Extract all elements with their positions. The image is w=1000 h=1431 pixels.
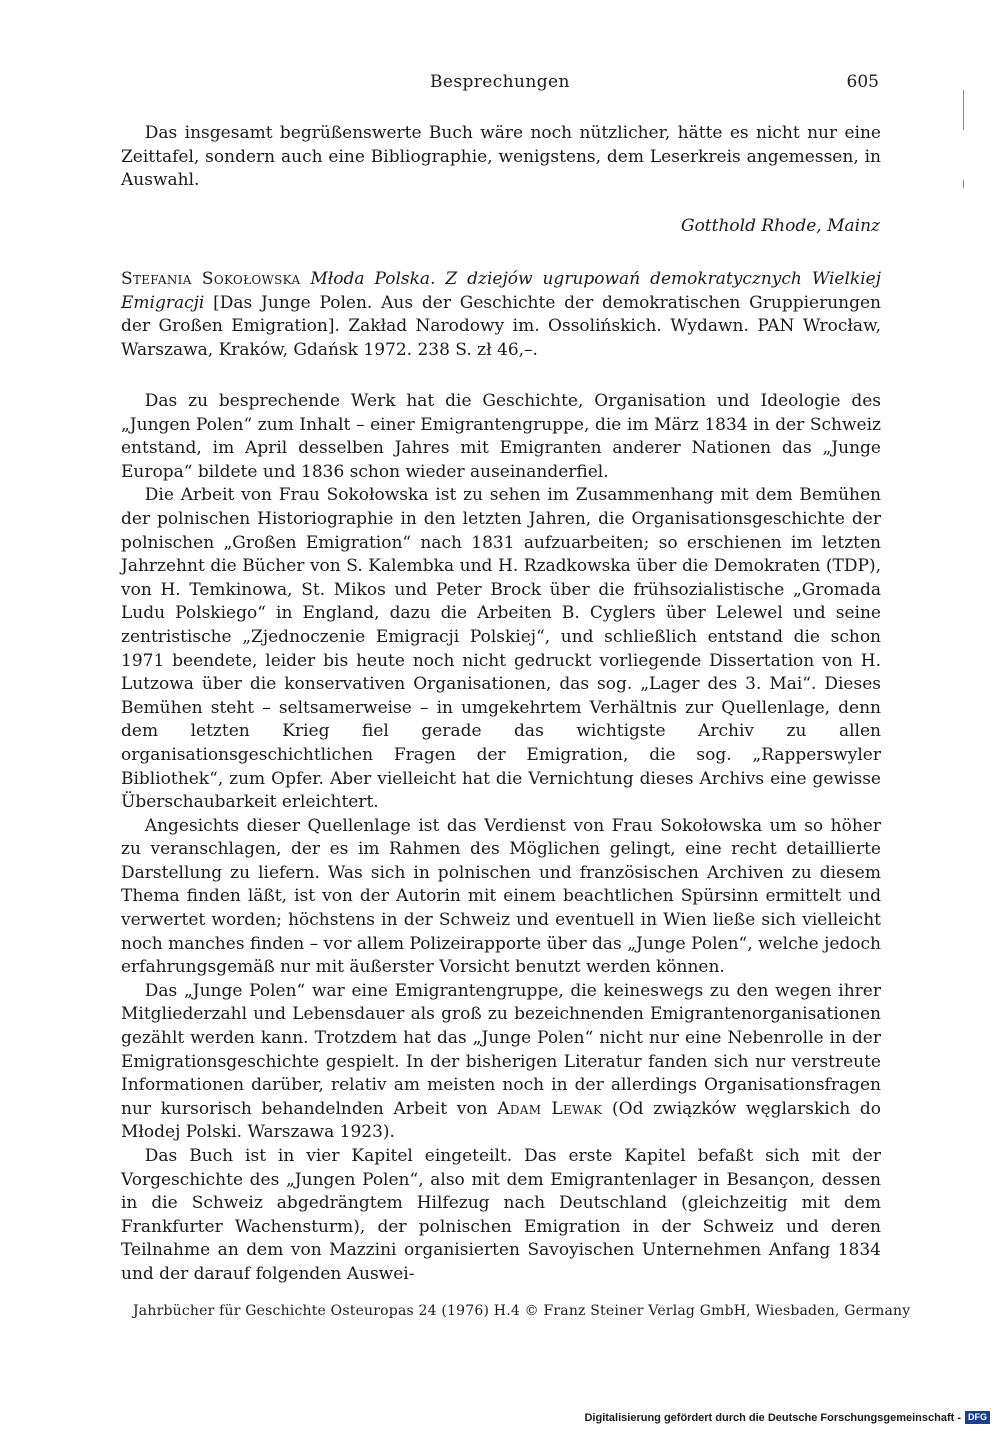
review-paragraph xyxy=(121,980,881,1145)
review-paragraph: Angesichts dieser Quellenlage ist das Verdienst von Frau Sokołowska um so höher zu veranschlagen, der es im Rahmen des Möglichen gelingt, eine recht detaillierte Darstellung zu liefern. Was sich in polnischen und französischen Archiven zu diesem Thema finden läßt, ist von der Autorin mit einem beachtlichen Spürsinn ermittelt und verwertet worden; höchstens in der Schweiz und eventuell in Wien ließe sich vielleicht noch manches finden – vor allem Polizeirapporte über das „Junge Polen“, welche jedoch erfahrungsgemäß nur mit äußerster Vorsicht benutzt werden können. xyxy=(121,815,881,978)
scan-edge-mark xyxy=(963,180,964,188)
review-paragraph: Das zu besprechende Werk hat die Geschichte, Organisation und Ideologie des „Jungen Polen“ zum Inhalt – einer Emigrantengruppe, die im März 1834 in der Schweiz entstand, im April desselben Jahres mit Emigranten anderer Nationen das „Junge Europa“ bildete und 1836 schon wieder auseinanderfiel. xyxy=(121,391,881,482)
scan-edge-mark xyxy=(963,90,964,130)
bibliographic-entry xyxy=(121,268,881,362)
cited-author: Adam Lewak xyxy=(497,1098,603,1119)
dfg-logo: DFG xyxy=(965,1411,990,1424)
book-author: Stefania Sokołowska xyxy=(121,269,301,289)
running-head: Besprechungen xyxy=(430,72,570,92)
paragraph-text: Das „Junge Polen“ war eine Emigrantengruppe, die keineswegs zu den wegen ihrer Mitgliederzahl und Lebensdauer als groß zu bezeichnenden Emigrantenorganisationen gezählt werden kann. Trotzdem hat das „Junge Polen“ nicht nur eine Nebenrolle in der Emigrationsgeschichte gespielt. In der bisherigen Literatur fanden sich nur verstreute Informationen darüber, relativ am meisten noch in der allerdings Organisationsfragen nur kursorisch behandelnden Arbeit von xyxy=(121,980,881,1119)
page-number: 605 xyxy=(846,72,879,92)
review-paragraph: Das Buch ist in vier Kapitel eingeteilt. Das erste Kapitel befaßt sich mit der Vorgeschichte des „Jungen Polen“, also mit dem Emigrantenlager in Besançon, dessen in die Schweiz abgedrängtem Hilfezug nach Deutschland (gleichzeitig mit dem Frankfurter Wachensturm), der polnischen Emigration in der Schweiz und deren Teilnahme an dem von Mazzini organisierten Savoyischen Unternehmen Anfang 1834 und der darauf folgenden Auswei- xyxy=(121,1146,881,1284)
book-title: Młoda Polska. Z dziejów ugrupowań demokratycznych Wielkiej Emigracji xyxy=(121,269,881,313)
previous-review-closing: Das insgesamt begrüßenswerte Buch wäre noch nützlicher, hätte es nicht nur eine Zeittafel, sondern auch eine Bibliographie, wenigstens, dem Leserkreis angemessen, in Auswahl. xyxy=(121,123,881,191)
journal-footer: Jahrbücher für Geschichte Osteuropas 24 (1976) H.4 © Franz Steiner Verlag GmbH, Wiesbaden, Germany xyxy=(133,1303,911,1319)
digitization-text: Digitalisierung gefördert durch die Deutsche Forschungsgemeinschaft - xyxy=(584,1411,961,1424)
paragraph-text: (Od związków węglarskich do Młodej Polski. Warszawa 1923). xyxy=(121,1098,882,1143)
review-paragraph: Die Arbeit von Frau Sokołowska ist zu sehen im Zusammenhang mit dem Bemühen der polnischen Historiographie in den letzten Jahren, die Organisationsgeschichte der polnischen „Großen Emigration“ nach 1831 aufzuarbeiten; so erschienen im letzten Jahrzehnt die Bücher von S. Kalembka und H. Rzadkowska über die Demokraten (TDP), von H. Temkinowa, St. Mikos und Peter Brock über die frühsozialistische „Gromada Ludu Polskiego“ in England, dazu die Arbeiten B. Cyglers über Lelewel und seine zentristische „Zjednoczenie Emigracji Polskiej“, und schließlich entstand die schon 1971 beendete, leider bis heute noch nicht gedruckt vorliegende Dissertation von H. Lutzowa über die konservativen Organisationen, das sog. „Lager des 3. Mai“. Dieses Bemühen steht – seltsamerweise – in umgekehrtem Verhältnis zur Quellenlage, denn dem letzten Krieg fiel gerade das wichtigste Archiv zu allen organisationsgeschichtlichen Fragen der Emigration, die sog. „Rapperswyler Bibliothek“, zum Opfer. Aber vielleicht hat die Vernichtung dieses Archivs eine gewisse Überschaubarkeit erleichtert. xyxy=(121,485,881,813)
review-body xyxy=(121,390,881,1287)
digitization-note xyxy=(584,1411,990,1424)
reviewer-signature: Gotthold Rhode, Mainz xyxy=(680,216,880,236)
publication-details: [Das Junge Polen. Aus der Geschichte der demokratischen Gruppierungen der Großen Emigration]. Zakład Narodowy im. Ossolińskich. Wydawn. PAN Wrocław, Warszawa, Kraków, Gdańsk 1972. 238 S. zł 46,–. xyxy=(121,292,881,360)
